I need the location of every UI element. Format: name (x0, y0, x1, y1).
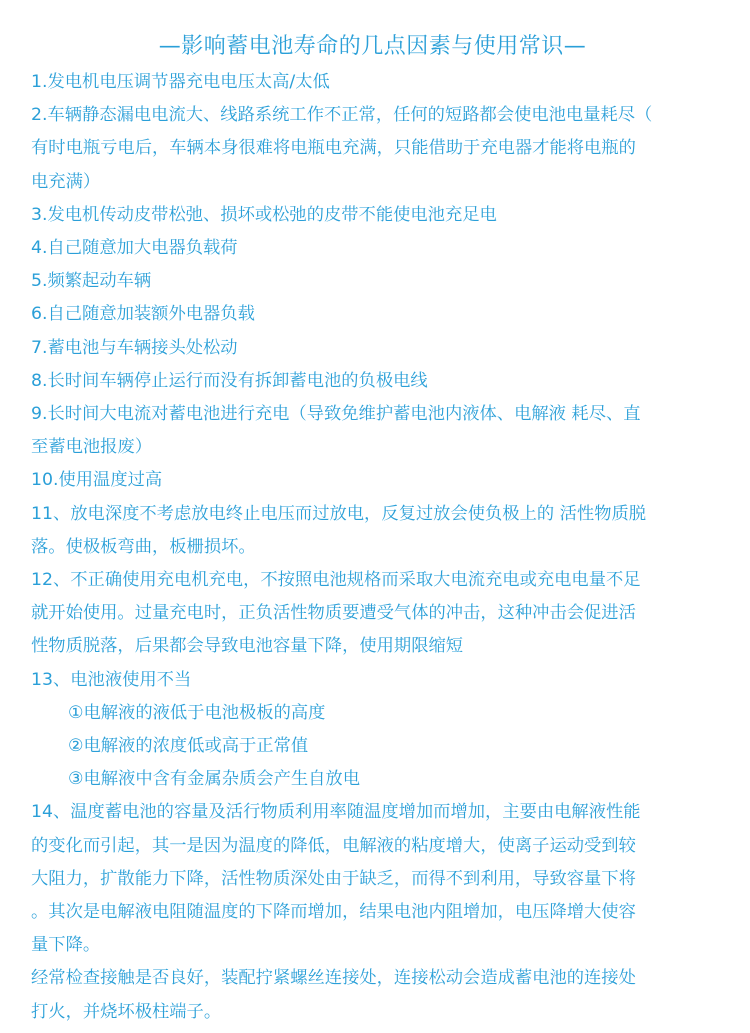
item-12-line-3: 性物质脱落，后果都会导致电池容量下降，使用期限缩短 (31, 636, 464, 657)
item-13-sub-1: ①电解液的液低于电池极板的高度 (68, 702, 326, 723)
closing-note-line-2: 打火，并烧坏极柱端子。 (31, 1001, 222, 1022)
item-13: 13、电池液使用不当 (31, 669, 192, 690)
item-5: 5.频繁起动车辆 (31, 271, 152, 292)
item-2-line-1: 2.车辆静态漏电电流大、线路系统工作不正常，任何的短路都会使电池电量耗尽（ (31, 105, 653, 126)
item-1: 1.发电机电压调节器充电电压太高/太低 (31, 72, 330, 92)
item-12-line-1: 12、不正确使用充电机充电，不按照电池规格而采取大电流充电或充电电量不足 (31, 570, 641, 591)
page-title: —影响蓄电池寿命的几点因素与使用常识— (158, 34, 587, 59)
item-4: 4.自己随意加大电器负载荷 (31, 238, 238, 259)
item-14-line-3: 大阻力，扩散能力下降，活性物质深处由于缺乏，而得不到利用，导致容量下将 (31, 868, 636, 889)
item-6: 6.自己随意加装额外电器负载 (31, 304, 255, 325)
item-13-sub-3: ③电解液中含有金属杂质会产生自放电 (68, 769, 360, 790)
closing-note-line-1: 经常检查接触是否良好，装配拧紧螺丝连接处，连接松动会造成蓄电池的连接处 (31, 968, 636, 989)
item-12-line-2: 就开始使用。过量充电时，正负活性物质要遭受气体的冲击，这种冲击会促进活 (31, 603, 636, 624)
item-14-line-1: 14、温度蓄电池的容量及活行物质利用率随温度增加而增加，主要由电解液性能 (31, 802, 641, 823)
item-7: 7.蓄电池与车辆接头处松动 (31, 337, 238, 358)
item-11-line-1: 11、放电深度不考虑放电终止电压而过放电，反复过放会使负极上的 活性物质脱 (31, 503, 647, 524)
item-9-line-2: 至蓄电池报废） (31, 437, 152, 458)
item-3: 3.发电机传动皮带松弛、损坏或松弛的皮带不能使电池充足电 (31, 204, 497, 225)
item-9-line-1: 9.长时间大电流对蓄电池进行充电（导致免维护蓄电池内液体、电解液 耗尽、直 (31, 404, 641, 425)
item-14-line-4: 。其次是电解液电阻随温度的下降而增加，结果电池内阻增加，电压降增大使容 (31, 902, 636, 923)
item-14-line-2: 的变化而引起，其一是因为温度的降低，电解液的粘度增大，使离子运动受到较 (31, 835, 636, 856)
item-2-line-3: 电充满） (31, 171, 101, 192)
item-10: 10.使用温度过高 (31, 470, 163, 491)
item-14-line-5: 量下降。 (31, 935, 101, 956)
document-body (31, 66, 714, 1029)
item-8: 8.长时间车辆停止运行而没有拆卸蓄电池的负极电线 (31, 370, 428, 391)
item-11-line-2: 落。使极板弯曲，板栅损坏。 (31, 536, 256, 557)
item-2-line-2: 有时电瓶亏电后，车辆本身很难将电瓶电充满，只能借助于充电器才能将电瓶的 (31, 138, 636, 159)
item-13-sub-2: ②电解液的浓度低或高于正常值 (68, 736, 309, 757)
